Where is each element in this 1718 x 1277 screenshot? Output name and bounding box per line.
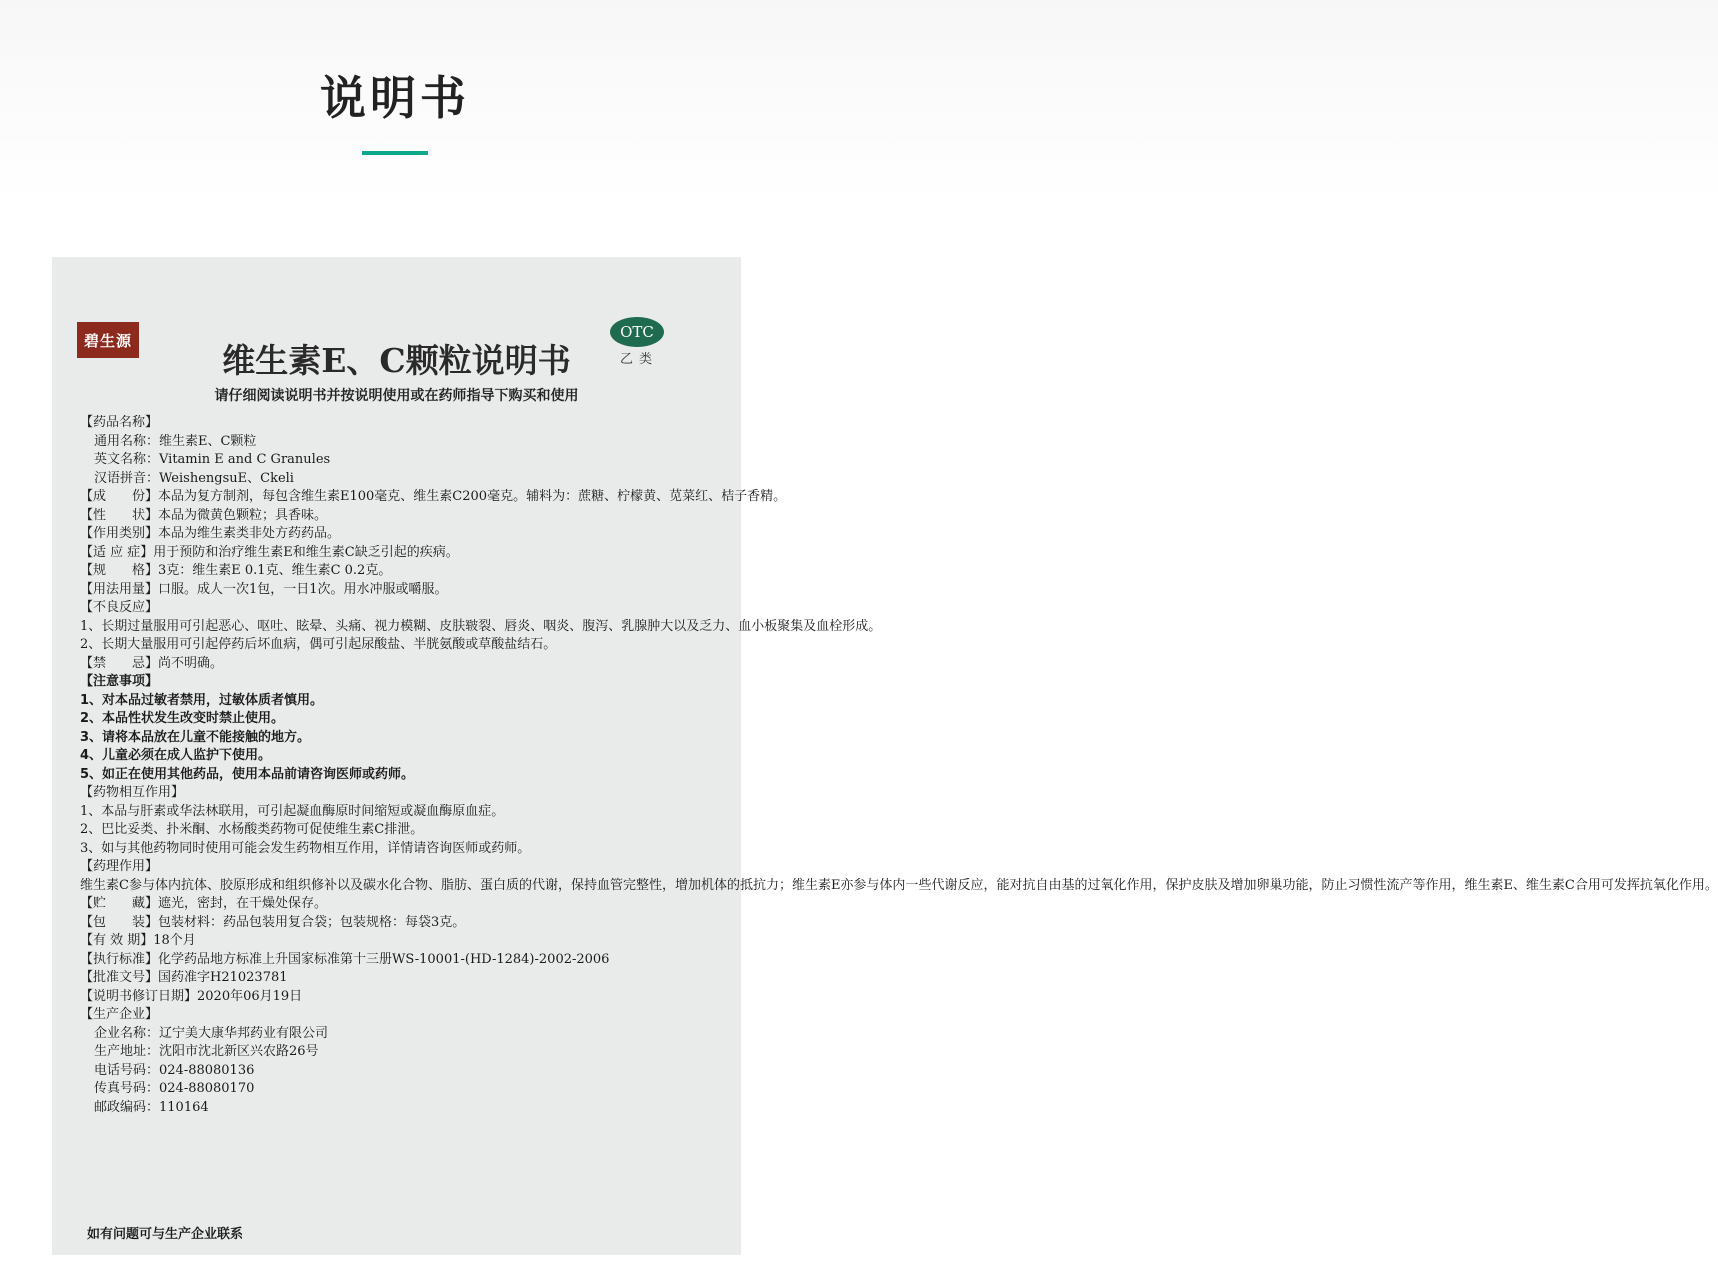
section-adverse-reactions: 【不良反应】 [80,600,159,615]
interaction-item: 2、巴比妥类、扑米酮、水杨酸类药物可促使维生素C排泄。 [80,822,424,837]
section-storage: 【贮 藏】遮光，密封，在干燥处保存。 [80,896,328,911]
precaution-item: 2、本品性状发生改变时禁止使用。 [80,711,285,726]
company-name: 企业名称：辽宁美大康华邦药业有限公司 [94,1025,329,1041]
adverse-item: 2、长期大量服用可引起停药后坏血病，偶可引起尿酸盐、半胱氨酸或草酸盐结石。 [80,637,557,652]
page-title: 说明书 [320,71,470,125]
company-phone: 电话号码：024-88080136 [94,1062,255,1078]
interaction-item: 3、如与其他药物同时使用可能会发生药物相互作用，详情请咨询医师或药师。 [80,840,531,856]
section-ingredients: 【成 份】本品为复方制剂，每包含维生素E100毫克、维生素C200毫克。辅料为：蔗糖、柠檬黄、苋菜红、桔子香精。 [80,489,787,504]
section-dosage: 【用法用量】口服。成人一次1包，一日1次。用水冲服或嚼服。 [80,581,448,597]
title-underline [362,151,428,155]
precaution-item: 3、请将本品放在儿童不能接触的地方。 [80,729,311,745]
section-standard: 【执行标准】化学药品地方标准上升国家标准第十三册WS-10001-(HD-1284)-2002-2006 [80,951,610,967]
precaution-item: 5、如正在使用其他药品，使用本品前请咨询医师或药师。 [80,766,415,782]
section-contraindications: 【禁 忌】尚不明确。 [80,655,224,671]
section-precautions: 【注意事项】 [80,674,159,689]
section-package: 【包 装】包装材料：药品包装用复合袋；包装规格：每袋3克。 [80,914,466,930]
leaflet-sheet [52,257,1718,1255]
company-fax: 传真号码：024-88080170 [94,1081,255,1096]
section-manufacturer: 【生产企业】 [80,1007,159,1022]
leaflet-title: 维生素E、C颗粒说明书 [222,341,571,380]
section-approval: 【批准文号】国药准字H21023781 [80,970,288,985]
section-drug-name: 【药品名称】 [80,415,159,430]
company-postcode: 邮政编码：110164 [94,1099,209,1115]
adverse-item: 1、长期过量服用可引起恶心、呕吐、眩晕、头痛、视力模糊、皮肤皲裂、唇炎、咽炎、腹泻、乳腺肿大以及乏力、血小板聚集及血栓形成。 [80,618,882,634]
section-category: 【作用类别】本品为维生素类非处方药药品。 [80,526,341,541]
section-validity: 【有 效 期】18个月 [80,933,196,948]
section-interactions: 【药物相互作用】 [80,785,185,800]
leaflet-content [80,414,1718,1117]
section-character: 【性 状】本品为微黄色颗粒；具香味。 [80,507,328,523]
company-address: 生产地址：沈阳市沈北新区兴农路26号 [94,1044,319,1059]
otc-class-label: 乙类 [620,352,659,367]
precaution-item: 4、儿童必须在成人监护下使用。 [80,748,272,763]
english-name: 英文名称：Vitamin E and C Granules [94,452,331,467]
section-specification: 【规 格】3克：维生素E 0.1克、维生素C 0.2克。 [80,563,392,578]
generic-name: 通用名称：维生素E、C颗粒 [94,433,257,449]
section-pharmacology: 【药理作用】 [80,859,159,874]
contact-note: 如有问题可与生产企业联系 [87,1227,244,1242]
otc-badge: OTC [610,317,664,347]
pinyin-name: 汉语拼音：WeishengsuE、Ckeli [94,470,294,486]
leaflet-subtitle: 请仔细阅读说明书并按说明使用或在药师指导下购买和使用 [214,388,579,404]
section-revision-date: 【说明书修订日期】2020年06月19日 [80,988,303,1004]
precaution-item: 1、对本品过敏者禁用，过敏体质者慎用。 [80,692,324,708]
interaction-item: 1、本品与肝素或华法林联用，可引起凝血酶原时间缩短或凝血酶原血症。 [80,803,505,819]
section-indications: 【适 应 症】用于预防和治疗维生素E和维生素C缺乏引起的疾病。 [80,544,459,560]
brand-logo: 碧生源 [77,322,139,358]
pharmacology-text: 维生素C参与体内抗体、胶原形成和组织修补以及碳水化合物、脂肪、蛋白质的代谢，保持血管完整性，增加机体的抵抗力；维生素E亦参与体内一些代谢反应，能对抗自由基的过氧化作用，保护皮肤及增加卵巢功能，防止习惯性流产等作用，维生素E、维生素C合用可发挥抗氧化作用。 [80,877,1718,893]
